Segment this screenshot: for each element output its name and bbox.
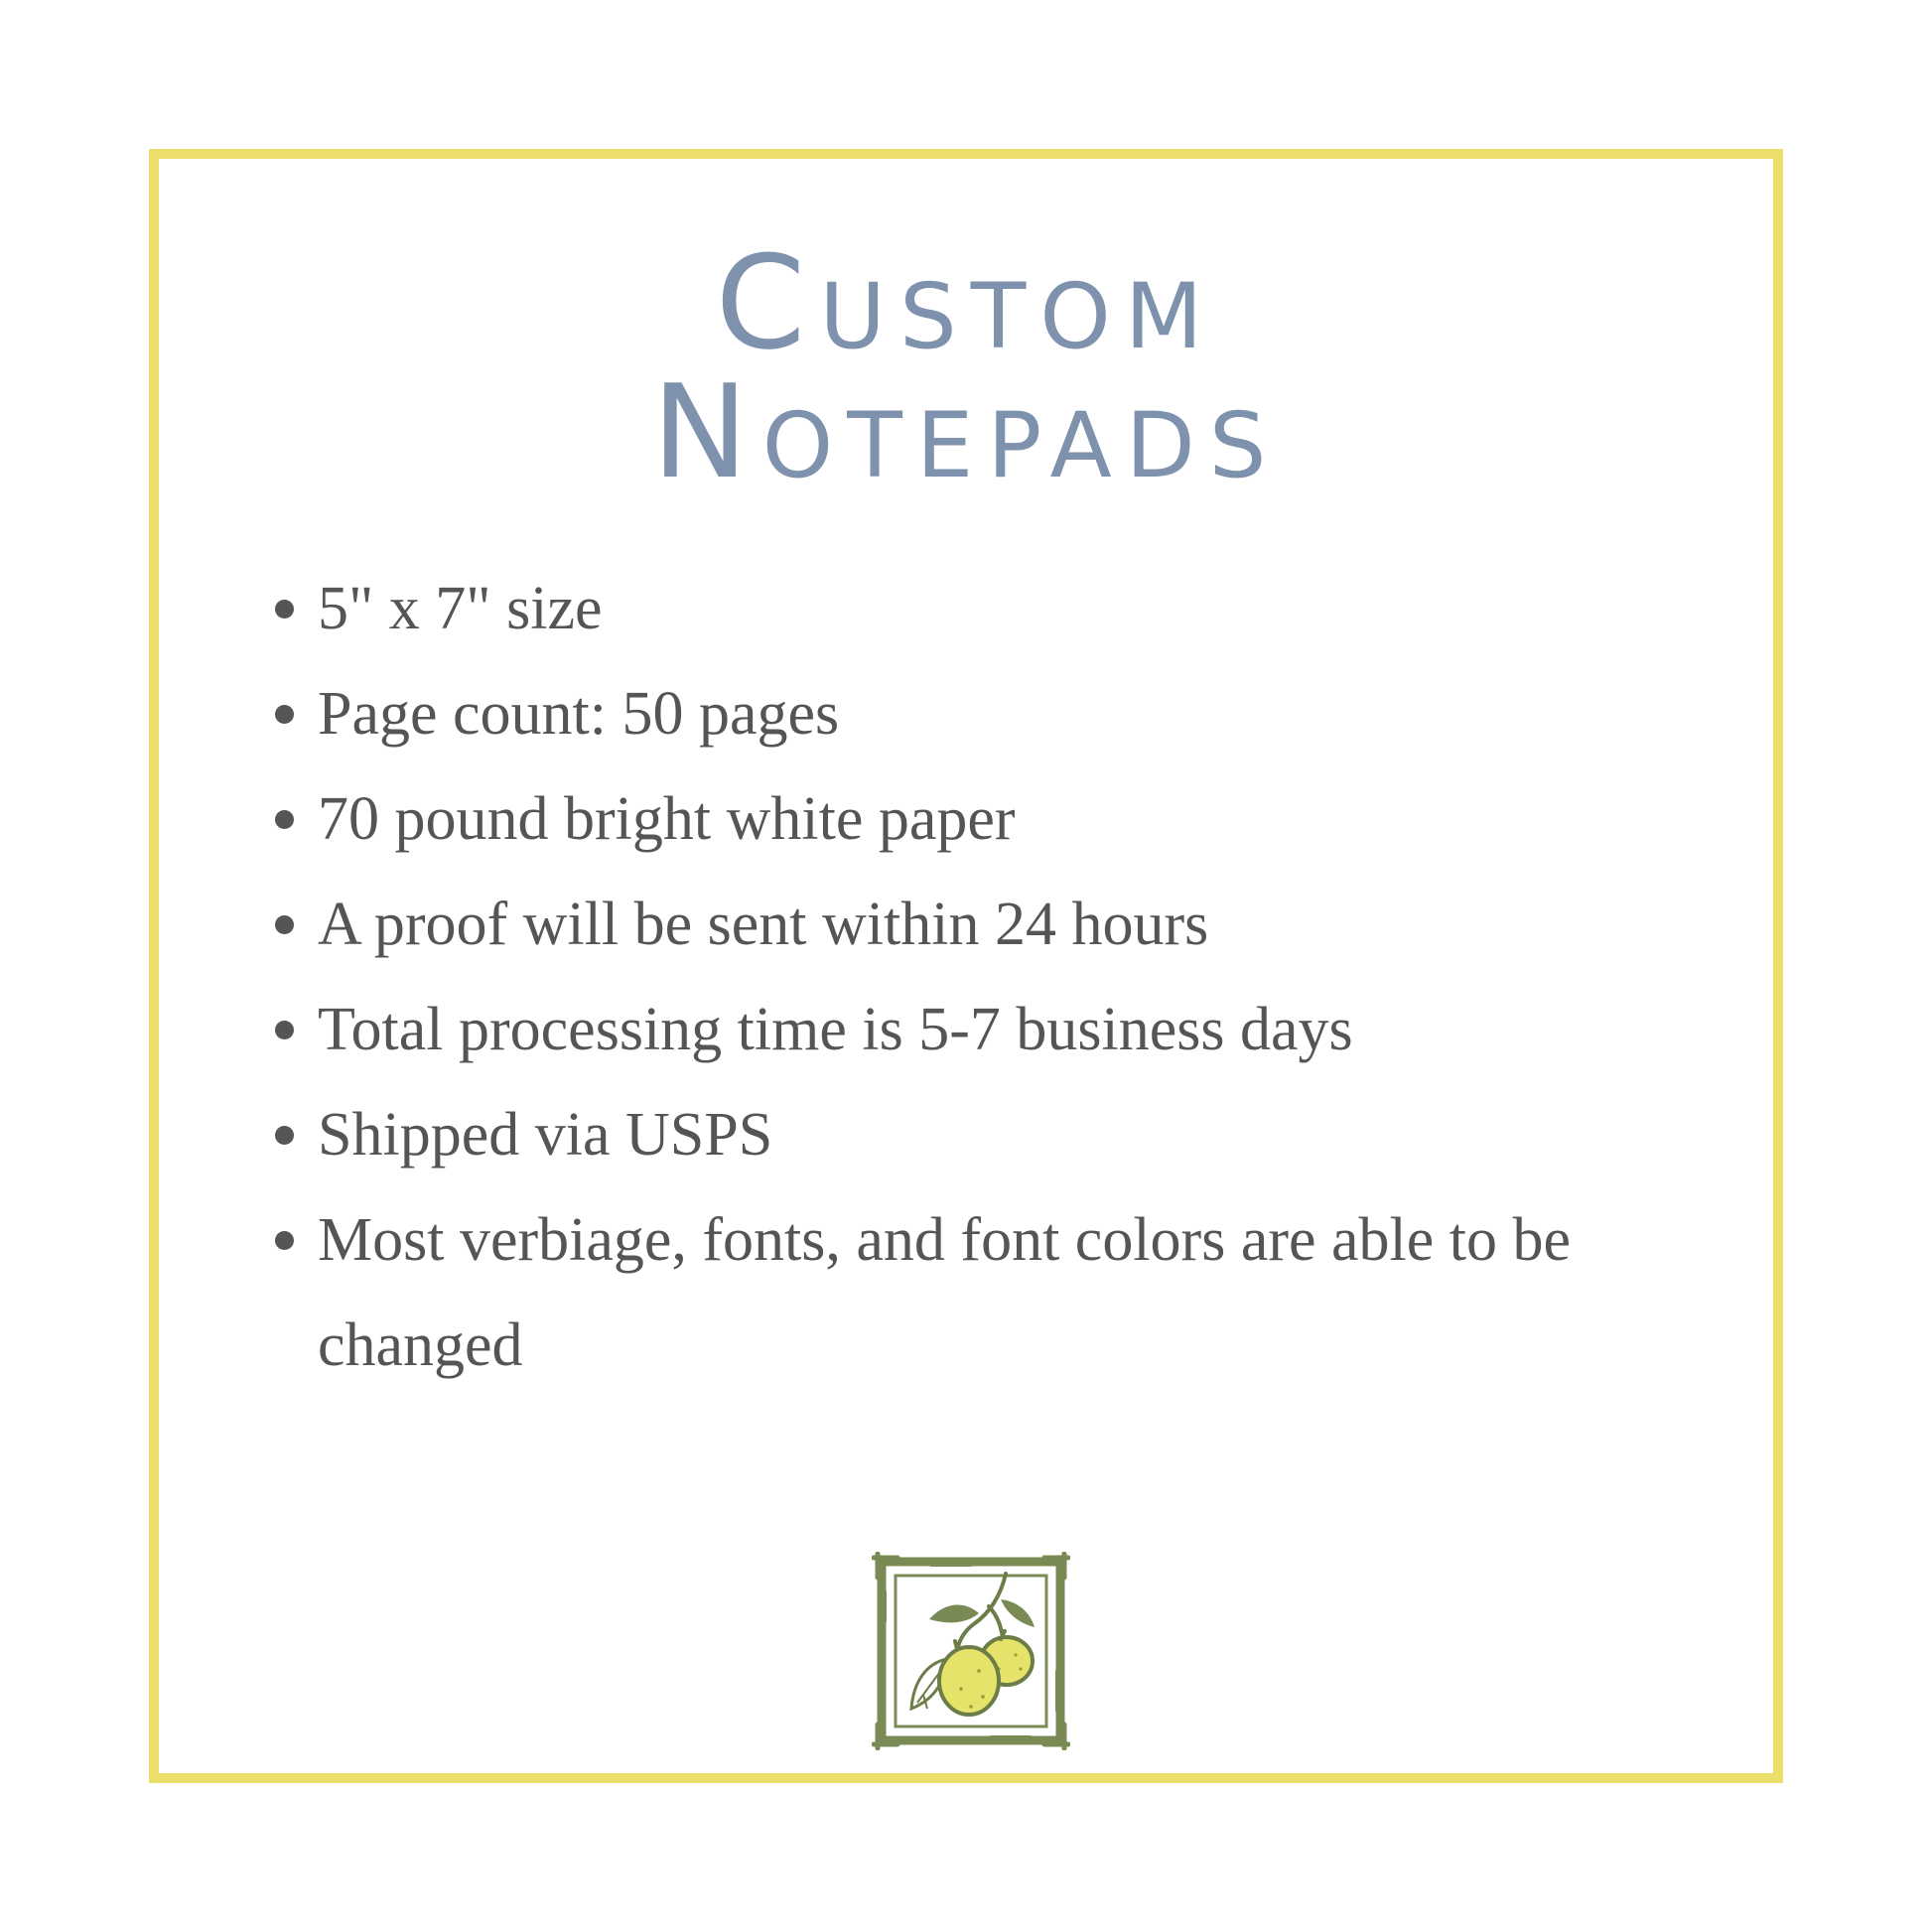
list-item	[318, 977, 1727, 1082]
feature-text: Shipped via USPS	[318, 1101, 773, 1169]
list-item	[318, 1082, 1727, 1187]
bullet-icon	[275, 915, 294, 934]
bullet-icon	[275, 810, 294, 829]
lemon-branch-icon	[872, 1552, 1070, 1750]
bullet-icon	[275, 1231, 294, 1250]
list-item	[318, 556, 1727, 661]
title-line-1: Custom	[715, 227, 1217, 378]
page-title	[0, 227, 1932, 507]
feature-text: 70 pound bright white paper	[318, 785, 1016, 853]
feature-text: Most verbiage, fonts, and font colors are able to be changed	[318, 1206, 1572, 1379]
feature-text: A proof will be sent within 24 hours	[318, 891, 1209, 958]
bullet-icon	[275, 600, 294, 619]
list-item	[318, 766, 1727, 872]
feature-list	[318, 556, 1727, 1398]
list-item	[318, 661, 1727, 766]
feature-text: Total processing time is 5-7 business days	[318, 996, 1353, 1063]
feature-text: 5" x 7" size	[318, 575, 603, 642]
feature-text: Page count: 50 pages	[318, 680, 840, 748]
list-item	[318, 872, 1727, 977]
bullet-icon	[275, 1126, 294, 1145]
list-item	[318, 1187, 1727, 1398]
bullet-icon	[275, 705, 294, 724]
bullet-icon	[275, 1021, 294, 1039]
title-line-2: Notepads	[651, 356, 1281, 507]
